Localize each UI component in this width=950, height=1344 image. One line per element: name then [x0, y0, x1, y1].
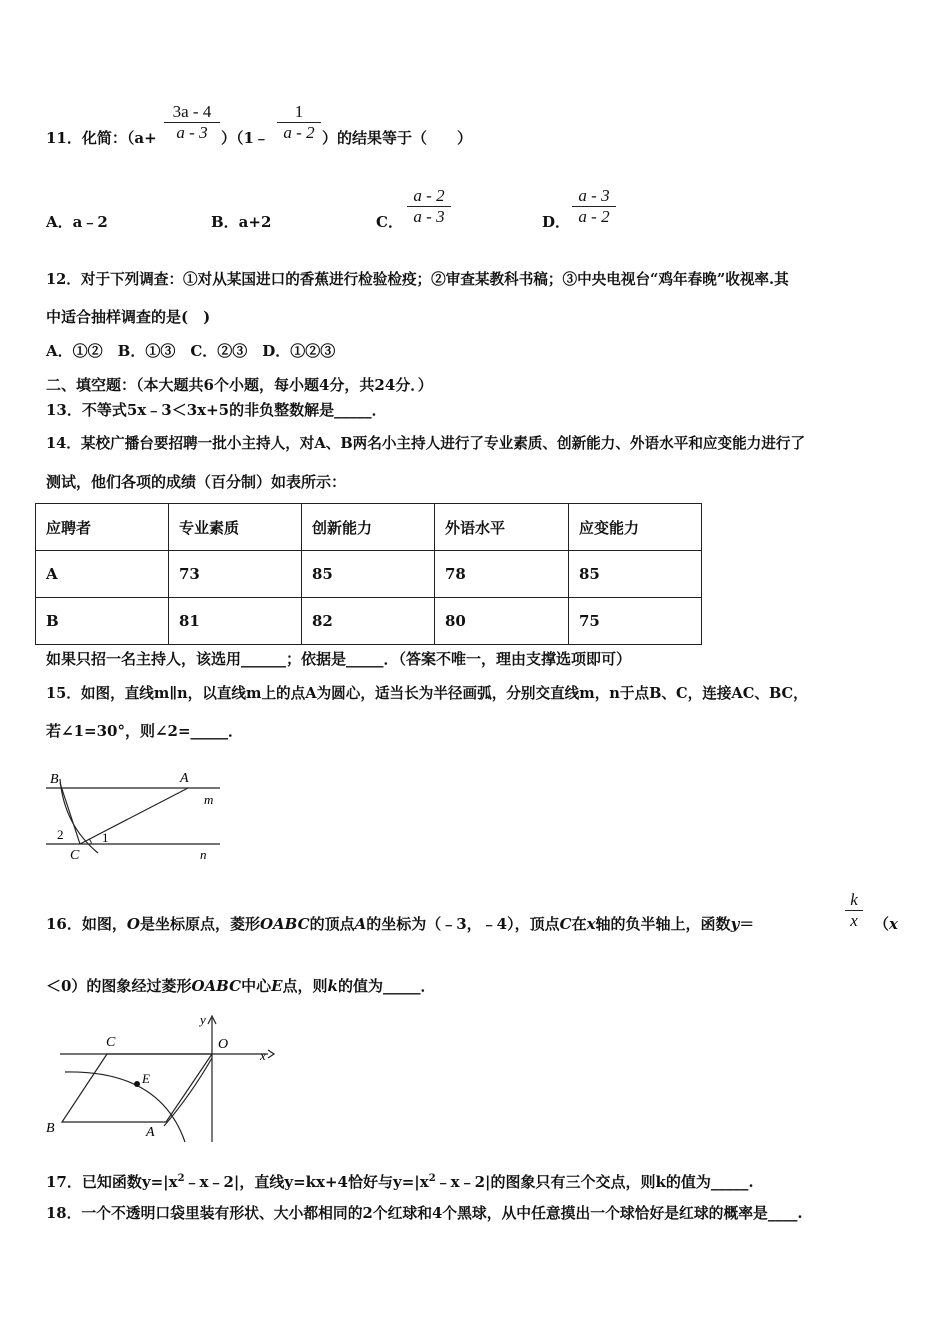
- q11-option-c-label: C．: [376, 213, 403, 231]
- q12-line2: 中适合抽样调查的是( ): [46, 308, 211, 326]
- q14-line1: 14．某校广播台要招聘一批小主持人，对A、B两名小主持人进行了专业素质、创新能力、外语水平和应变能力进行了: [46, 435, 806, 452]
- table-cell: 73: [169, 551, 302, 598]
- table-cell: 82: [302, 598, 435, 645]
- q11-frac1-num: 3a - 4: [172, 102, 212, 121]
- label-c: C: [70, 848, 80, 863]
- q11-option-a: A．a﹣2: [46, 213, 108, 231]
- label-x: x: [260, 1048, 266, 1063]
- q11-optd-den: a - 2: [578, 207, 610, 226]
- q16-t4: 在: [571, 915, 587, 933]
- table-cell: 81: [169, 598, 302, 645]
- q16-frac-num: k: [850, 890, 858, 909]
- q16-c: C: [559, 915, 572, 933]
- point-e: [134, 1081, 140, 1087]
- q16-line2: [46, 976, 435, 996]
- q16-frac: [845, 890, 863, 931]
- score-table: [35, 503, 702, 645]
- x-axis-arrow-icon: [268, 1050, 274, 1058]
- q16-t2: 的顶点: [309, 915, 355, 933]
- q11-frac2-den: a - 2: [283, 123, 315, 142]
- q11-option-c-frac: [407, 186, 451, 227]
- q15-line2: 若∠1=30°，则∠2=_____．: [46, 722, 244, 740]
- q12-options: A．①② B．①③ C．②③ D．①②③: [46, 342, 336, 360]
- q11-line: [46, 128, 157, 148]
- q16-frac-den: x: [850, 911, 858, 930]
- q11-optc-num: a - 2: [413, 186, 445, 205]
- q16-line2a: ＜0）的图象经过菱形: [46, 977, 192, 995]
- q16-figure: [40, 1010, 285, 1145]
- q11-optc-den: a - 3: [413, 207, 445, 226]
- q13-text: 13．不等式5x﹣3＜3x+5的非负整数解是_____．: [46, 401, 387, 419]
- q11-option-d-frac: [572, 186, 616, 227]
- table-header-cell: 应变能力: [569, 504, 702, 551]
- q16-o: O: [126, 915, 140, 933]
- q11-frac2-num: 1: [294, 102, 304, 121]
- label-angle-2: 2: [57, 827, 64, 842]
- q16-e: E: [271, 977, 283, 995]
- table-header-row: [36, 504, 702, 551]
- q17-sup2: 2: [428, 1173, 436, 1184]
- angle-1-mark: [89, 839, 91, 844]
- curve-upper: [65, 1072, 185, 1142]
- section-heading: 二、填空题：（本大题共6个小题，每小题4分，共24分．）: [46, 376, 433, 394]
- table-row: [36, 598, 702, 645]
- table-cell: 78: [435, 551, 569, 598]
- label-a: A: [180, 771, 189, 786]
- q16-t1: 是坐标原点，菱形: [139, 915, 260, 933]
- q11-frac1: [164, 102, 220, 143]
- q16-line2c: 点，则: [282, 977, 328, 995]
- q17-part-a: 17．已知函数y=|x: [46, 1173, 178, 1191]
- table-header-cell: 专业素质: [169, 504, 302, 551]
- label-a: A: [146, 1125, 155, 1140]
- q16-pre: 16．如图，: [46, 915, 127, 933]
- q14-after: 如果只招一名主持人，该选用______；依据是_____．（答案不唯一，理由支撑选项即可）: [46, 650, 632, 668]
- q17-text: [46, 1169, 754, 1192]
- table-header-cell: 应聘者: [36, 504, 169, 551]
- segment-ac: [80, 788, 188, 844]
- q15-figure: [40, 765, 230, 865]
- table-cell: 85: [569, 551, 702, 598]
- table-cell: 80: [435, 598, 569, 645]
- q11-optd-num: a - 3: [578, 186, 610, 205]
- q16-a: A: [354, 915, 367, 933]
- q16-line2b: 中心: [241, 977, 272, 995]
- q16-k: k: [327, 977, 338, 995]
- table-header-cell: 创新能力: [302, 504, 435, 551]
- label-y: y: [200, 1012, 206, 1027]
- q11-number: 11．: [46, 129, 82, 147]
- label-b: B: [50, 772, 59, 787]
- q16-paren: [874, 914, 898, 934]
- q16-x: x: [586, 915, 596, 933]
- curve-lower: [164, 1058, 212, 1126]
- table-cell: 85: [302, 551, 435, 598]
- q15-line1: 15．如图，直线m∥n，以直线m上的点A为圆心，适当长为半径画弧，分别交直线m，n于点B、C，连接AC、BC，: [46, 685, 808, 702]
- q16-paren-open: （: [874, 915, 890, 933]
- q17-sup1: 2: [177, 1173, 185, 1184]
- q16-line1: [46, 914, 754, 934]
- table-cell: B: [36, 598, 169, 645]
- q11-label: 化简：（a+: [81, 129, 157, 147]
- q16-y: y: [730, 915, 740, 933]
- q16-eq: ＝: [739, 915, 755, 933]
- table-row: [36, 551, 702, 598]
- q16-line2d: 的值为_____．: [337, 977, 436, 995]
- q16-t3: 的坐标为（﹣3，﹣4），顶点: [366, 915, 560, 933]
- label-angle-1: 1: [102, 830, 109, 845]
- q16-xv: x: [889, 915, 898, 933]
- label-c: C: [106, 1035, 116, 1050]
- q12-line1: 12．对于下列调查：①对从某国进口的香蕉进行检验检疫；②审查某教科书稿；③中央电视台“鸡年春晚”收视率.其: [46, 271, 789, 288]
- q18-text: 18．一个不透明口袋里装有形状、大小都相同的2个红球和4个黑球，从中任意摸出一个球恰好是红球的概率是____.: [46, 1205, 803, 1222]
- q11-option-d-label: D．: [542, 213, 571, 231]
- q11-frac1-den: a - 3: [176, 123, 208, 142]
- label-b: B: [46, 1121, 55, 1136]
- q14-line2: 测试，他们各项的成绩（百分制）如表所示：: [46, 473, 347, 491]
- q11-mid: ）（1﹣: [221, 129, 269, 147]
- table-header-cell: 外语水平: [435, 504, 569, 551]
- q11-tail: ）的结果等于（ ）: [322, 129, 473, 147]
- q11-option-b: B．a+2: [211, 213, 272, 231]
- label-o: O: [218, 1037, 229, 1052]
- label-m: m: [204, 792, 214, 807]
- q16-t5: 轴的负半轴上，函数: [595, 915, 731, 933]
- table-cell: A: [36, 551, 169, 598]
- label-n: n: [200, 847, 207, 862]
- q17-part-c: ﹣x﹣2|的图象只有三个交点，则k的值为_____.: [435, 1173, 754, 1191]
- table-cell: 75: [569, 598, 702, 645]
- q11-frac2: [277, 102, 321, 143]
- label-e: E: [142, 1071, 150, 1086]
- q17-part-b: ﹣x﹣2|，直线y=kx+4恰好与y=|x: [184, 1173, 429, 1191]
- q16-oabc2: OABC: [191, 977, 242, 995]
- rhombus-oabc: [62, 1054, 212, 1122]
- q16-oabc: OABC: [259, 915, 310, 933]
